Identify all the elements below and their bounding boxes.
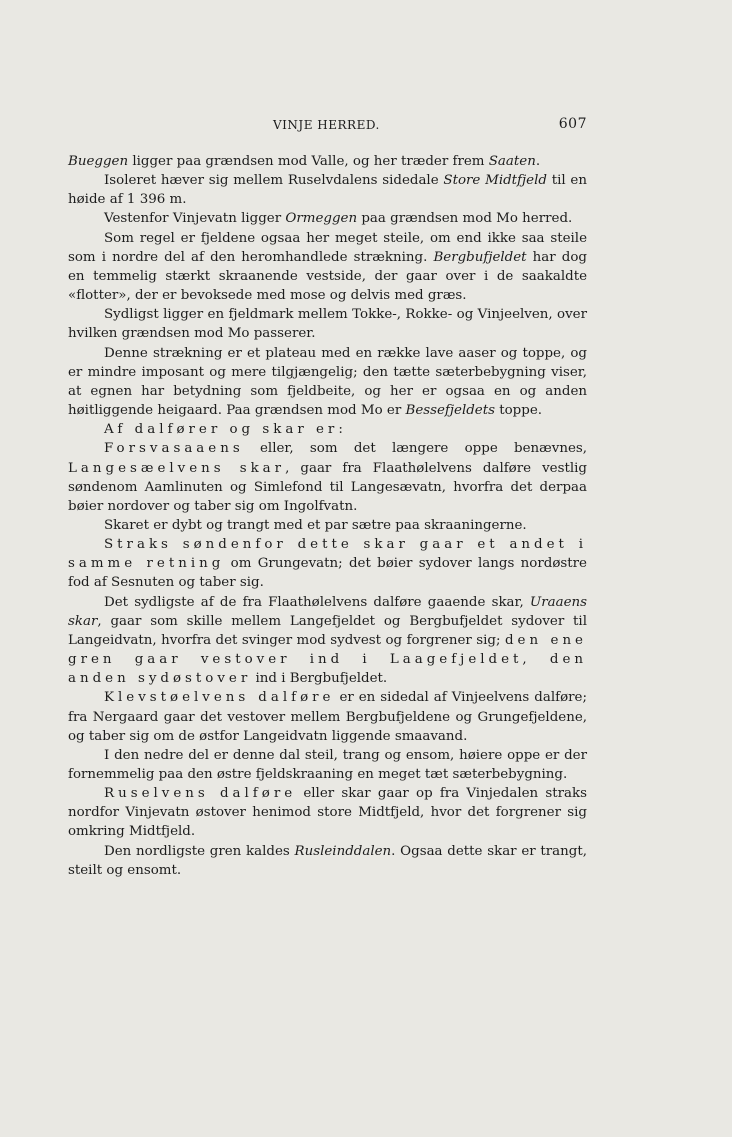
spaced-term: Langesæelvens skar — [68, 460, 286, 476]
text-run: . Ogsaa dette skar er trangt, steilt og ensomt. — [68, 843, 587, 878]
paragraph — [68, 535, 587, 592]
text-run: er en sidedal af Vinjeelvens dalføre; fra Nergaard gaar det vestover mellem Bergbufjeldene og Grungefjeldene, og taber sig om de østfor Langeidvatn liggende smaavand. — [68, 690, 587, 744]
paragraph — [68, 784, 587, 841]
text-run: Isoleret hæver sig mellem Ruselvdalens sidedale — [104, 173, 444, 189]
text-run: , gaar som skille mellem Langefjeldet og Bergbufjeldet sydover til Langeidvatn, hvorfra det svinger mod sydvest og forgrener sig; — [68, 613, 587, 648]
spaced-term: Forsvasaaens — [104, 441, 244, 457]
paragraph — [68, 209, 587, 228]
paragraph — [68, 152, 587, 171]
place-name: Rusleinddalen — [294, 843, 392, 859]
text-run: toppe. — [494, 403, 543, 419]
spaced-term: Ruselvens dalføre — [104, 786, 297, 802]
text-run: om Grungevatn; det bøier sydover langs nordøstre fod af Sesnuten og taber sig. — [68, 556, 587, 591]
paragraph — [68, 842, 587, 880]
running-title: VINJE HERRED. — [273, 118, 380, 132]
text-run: eller, som det længere oppe benævnes, — [243, 441, 587, 457]
text-run: paa grændsen mod Mo herred. — [357, 211, 573, 227]
place-name: Uraaens skar — [68, 594, 587, 629]
place-name: Saaten — [488, 154, 536, 169]
page-number: 607 — [558, 116, 587, 132]
text-run: Vestenfor Vinjevatn ligger — [104, 211, 286, 227]
place-name: Bergbufjeldet — [433, 249, 527, 265]
place-name: Bueggen — [68, 154, 129, 169]
text-run: ligger paa grændsen mod Valle, og her træder frem — [128, 154, 489, 169]
text-run: ind i Bergbufjeldet. — [251, 671, 388, 687]
paragraph: Sydligst ligger en fjeldmark mellem Tokke-, Rokke- og Vinjeelven, over hvilken grændsen mod Mo passerer. — [68, 307, 587, 342]
paragraph — [68, 344, 587, 421]
paragraph — [68, 229, 587, 306]
spaced-term: den ene gren gaar vestover ind i Laagefjeldet, den anden sydøstover — [68, 632, 587, 687]
body-text — [68, 152, 587, 880]
text-run: til en høide af 1 396 m. — [68, 173, 587, 208]
text-run: Det sydligste af de fra Flaathølelvens dalføre gaaende skar, — [104, 594, 530, 610]
page-header — [68, 118, 587, 138]
text-run: Den nordligste gren kaldes — [104, 843, 295, 859]
paragraph: Skaret er dybt og trangt med et par sætre paa skraaningerne. — [104, 517, 527, 533]
text-run: . — [535, 154, 541, 169]
place-name: Ormeggen — [285, 211, 358, 227]
paragraph — [68, 593, 587, 689]
spaced-term: Straks søndenfor dette skar gaar et andet i samme retning — [68, 537, 587, 572]
text-run: Som regel er fjeldene ogsaa her meget steile, om end ikke saa steile som i nordre del af den heromhandlede strækning. — [68, 230, 587, 265]
paragraph — [68, 171, 587, 209]
place-name: Store Midtfjeld — [443, 173, 547, 189]
text-run: , gaar fra Flaathølelvens dalføre vestlig søndenom Aamlinuten og Simlefond til Langesævatn, hvorfra det derpaa bøier nordover og taber sig om Ingolfvatn. — [68, 460, 587, 514]
text-run: har dog en temmelig stærkt skraanende vestside, der gaar over i de saakaldte «flotter», der er bevoksede med mose og delvis med græs. — [68, 249, 587, 304]
place-name: Bessefjeldets — [405, 403, 495, 419]
paragraph — [68, 688, 587, 745]
spaced-term: Klevstøelvens dalføre — [104, 690, 335, 706]
paragraph — [68, 439, 587, 516]
text-run: eller skar gaar op fra Vinjedalen straks nordfor Vinjevatn østover henimod store Midtfjeld, hvor det forgrener sig omkring Midtfjeld. — [68, 786, 587, 840]
paragraph: Af dalfører og skar er: — [104, 422, 347, 438]
paragraph: I den nedre del er denne dal steil, trang og ensom, høiere oppe er der fornemmelig paa den østre fjeldskraaning en meget tæt sæterbebygning. — [68, 747, 587, 782]
text-run: Denne strækning er et plateau med en række lave aaser og toppe, og er mindre imposant og mere tilgjængelig; den tætte sæterbebygning viser, at egnen har betydning som fjeldbeite, og her er ogsaa en og anden høitliggende heigaard. Paa grændsen mod Mo er — [68, 345, 587, 419]
